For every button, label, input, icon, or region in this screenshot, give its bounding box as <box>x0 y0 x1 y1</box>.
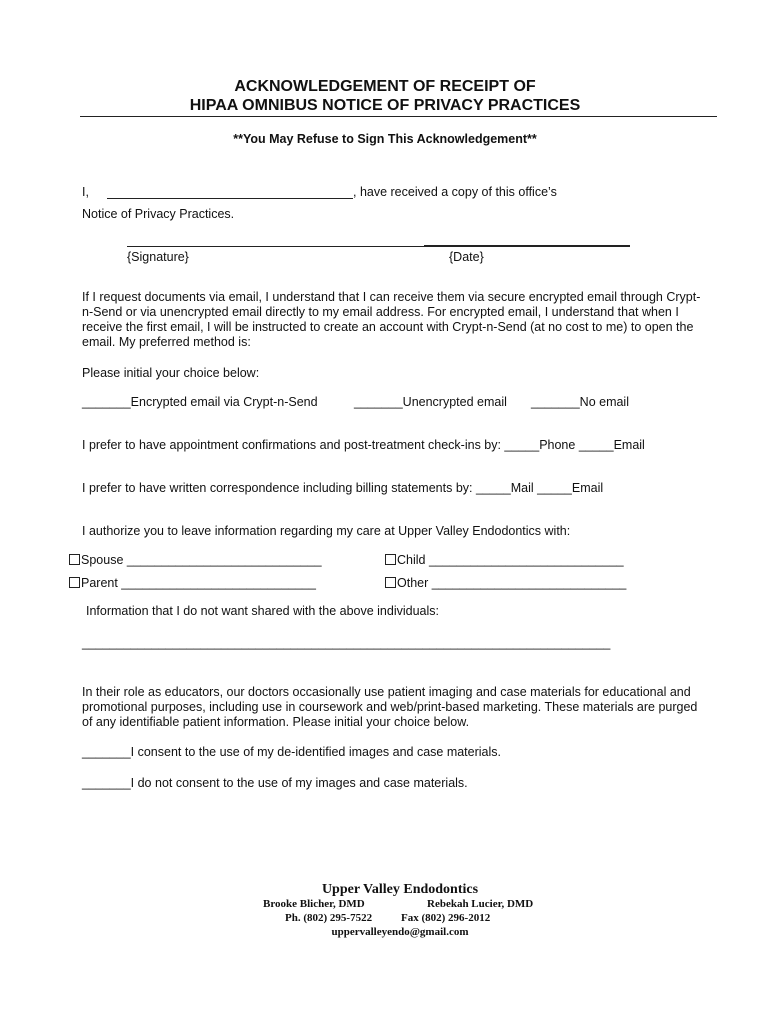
receipt-line-2: Notice of Privacy Practices. <box>82 207 235 221</box>
date-field[interactable] <box>424 245 630 247</box>
doctor-1: Brooke Blicher, DMD <box>263 898 365 910</box>
option-unencrypted-email[interactable]: _______Unencrypted email <box>354 395 507 409</box>
title-line-2: HIPAA OMNIBUS NOTICE OF PRIVACY PRACTICES <box>189 97 581 114</box>
receipt-suffix: , have received a copy of this office’s <box>353 185 557 199</box>
signature-field[interactable] <box>127 246 424 247</box>
title-rule <box>80 116 717 117</box>
parent-option[interactable] <box>69 576 316 590</box>
not-shared-label: Information that I do not want shared with the above individuals: <box>86 604 439 618</box>
spouse-option[interactable] <box>69 553 322 567</box>
authorize-text: I authorize you to leave information regarding my care at Upper Valley Endodontics with: <box>82 524 571 538</box>
billing-preference[interactable]: I prefer to have written correspondence including billing statements by: _____Mail _____Email <box>82 481 604 495</box>
email-paragraph: If I request documents via email, I understand that I can receive them via secure encrypted email through Crypt-n-Send or via unencrypted email directly to my email address. For encrypted email, I understand that when I receive the first email, I will be instructed to create an account with Crypt-n-Send (at no cost to me) to open the email. My preferred method is: <box>82 290 701 349</box>
signature-label: {Signature} <box>127 250 189 264</box>
practice-name: Upper Valley Endodontics <box>321 882 479 897</box>
other-option[interactable] <box>385 576 626 590</box>
phone-number: Ph. (802) 295-7522 <box>285 912 373 924</box>
spouse-checkbox[interactable] <box>69 554 80 565</box>
parent-checkbox[interactable] <box>69 577 80 588</box>
other-checkbox[interactable] <box>385 577 396 588</box>
imaging-paragraph: In their role as educators, our doctors occasionally use patient imaging and case materials for educational and promotional purposes, including use in coursework and web/print-based marketing. These materials are purged of any identifiable patient information. Please initial your choice below. <box>82 685 698 729</box>
not-shared-line[interactable]: ____________________________________________________________________________ <box>82 636 611 650</box>
receipt-prefix: I, <box>82 185 89 199</box>
parent-label: Parent ____________________________ <box>81 576 316 590</box>
date-label: {Date} <box>449 250 484 264</box>
child-checkbox[interactable] <box>385 554 396 565</box>
imaging-no-consent-option[interactable]: _______I do not consent to the use of my images and case materials. <box>82 776 468 790</box>
fax-number: Fax (802) 296-2012 <box>401 912 491 924</box>
child-option[interactable] <box>385 553 624 567</box>
option-no-email[interactable]: _______No email <box>531 395 629 409</box>
option-encrypted-email[interactable]: _______Encrypted email via Crypt-n-Send <box>82 395 318 409</box>
child-label: Child ____________________________ <box>397 553 624 567</box>
email-instruction: Please initial your choice below: <box>82 366 260 380</box>
appointment-preference[interactable]: I prefer to have appointment confirmations and post-treatment check-ins by: _____Phone _____Email <box>82 438 645 452</box>
other-label: Other ____________________________ <box>397 576 627 590</box>
name-field[interactable] <box>107 198 353 199</box>
spouse-label: Spouse ____________________________ <box>81 553 322 567</box>
doctor-2: Rebekah Lucier, DMD <box>427 898 534 910</box>
title-line-1: ACKNOWLEDGEMENT OF RECEIPT OF <box>234 78 536 95</box>
refusal-notice: **You May Refuse to Sign This Acknowledgement** <box>233 132 537 146</box>
email-address: uppervalleyendo@gmail.com <box>331 926 469 938</box>
imaging-consent-option[interactable]: _______I consent to the use of my de-identified images and case materials. <box>82 745 502 759</box>
